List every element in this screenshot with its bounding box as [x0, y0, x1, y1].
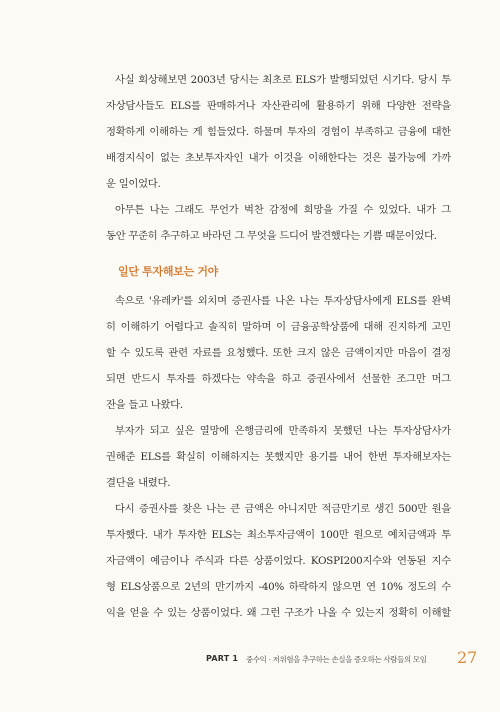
text-line: 권해준 ELS를 확실히 이해하지는 못했지만 용기를 내어 한번 투자해보자는 — [106, 451, 451, 463]
paragraph-5 — [106, 496, 451, 626]
text-line: 할 수 있도록 관련 자료를 요청했다. 또한 크지 않은 금액이지만 마음이 결정 — [106, 347, 451, 359]
text-line: 히 이해하기 어렵다고 솔직히 말하며 이 금융공학상품에 대해 진지하게 고민 — [106, 321, 451, 333]
body-text-bottom — [106, 288, 451, 626]
text-line: 익을 얻을 수 있는 상품이었다. 왜 그런 구조가 나올 수 있는지 정확히 이해할 — [106, 607, 451, 619]
section-heading: 일단 투자해보는 거야 — [118, 265, 218, 278]
text-line: 결단을 내렸다. — [106, 477, 171, 489]
text-line: 다시 증권사를 찾은 나는 큰 금액은 아니지만 적금만기로 생긴 500만 원을 — [115, 503, 451, 515]
footer-part-label: PART 1 — [206, 654, 239, 663]
text-line: 정확하게 이해하는 게 힘들었다. 하물며 투자의 경험이 부족하고 금융에 대한 — [106, 126, 451, 138]
paragraph-4 — [106, 418, 451, 496]
text-line: 투자했다. 내가 투자한 ELS는 최소투자금액이 100만 원으로 예치금액과 투 — [106, 529, 451, 541]
text-line: 운 일이었다. — [106, 178, 161, 190]
text-line: 아무튼 나는 그래도 무언가 벅찬 감정에 희망을 가질 수 있었다. 내가 그 — [115, 204, 451, 216]
text-line: 자금액이 예금이나 주식과 다른 상품이었다. KOSPI200지수와 연동된 지수 — [106, 555, 451, 567]
text-line: 자상담사들도 ELS를 판매하거나 자산관리에 활용하기 위해 다양한 전략을 — [106, 100, 451, 112]
paragraph-3 — [106, 288, 451, 418]
text-line: 동안 꾸준히 추구하고 바라던 그 무엇을 드디어 발견했다는 기쁨 때문이었다. — [106, 230, 437, 242]
footer-running-title: 중수익 · 저위험을 추구하는 손실을 증오하는 사람들의 모임 — [246, 655, 427, 664]
text-line: 형 ELS상품으로 2년의 만기까지 -40% 하락하지 않으면 연 10% 정도의 수 — [106, 581, 451, 593]
text-line: 속으로 '유레카'를 외치며 증권사를 나온 나는 투자상담사에게 ELS를 완벽 — [115, 295, 451, 307]
text-line: 배경지식이 없는 초보투자자인 내가 이것을 이해한다는 것은 불가능에 가까 — [106, 152, 451, 164]
text-line: 되면 반드시 투자를 하겠다는 약속을 하고 증권사에서 선물한 조그만 머그 — [106, 373, 451, 385]
text-line: 부자가 되고 싶은 열망에 은행금리에 만족하지 못했던 나는 투자상담사가 — [115, 425, 451, 437]
text-line: 사실 회상해보면 2003년 당시는 최초로 ELS가 발행되었던 시기다. 당시 투 — [115, 74, 451, 86]
page-footer — [0, 650, 500, 670]
paragraph-2 — [106, 197, 451, 249]
body-text-top — [106, 67, 451, 249]
text-line: 잔을 들고 나왔다. — [106, 399, 183, 411]
paragraph-1 — [106, 67, 451, 197]
page-number: 27 — [457, 648, 478, 667]
